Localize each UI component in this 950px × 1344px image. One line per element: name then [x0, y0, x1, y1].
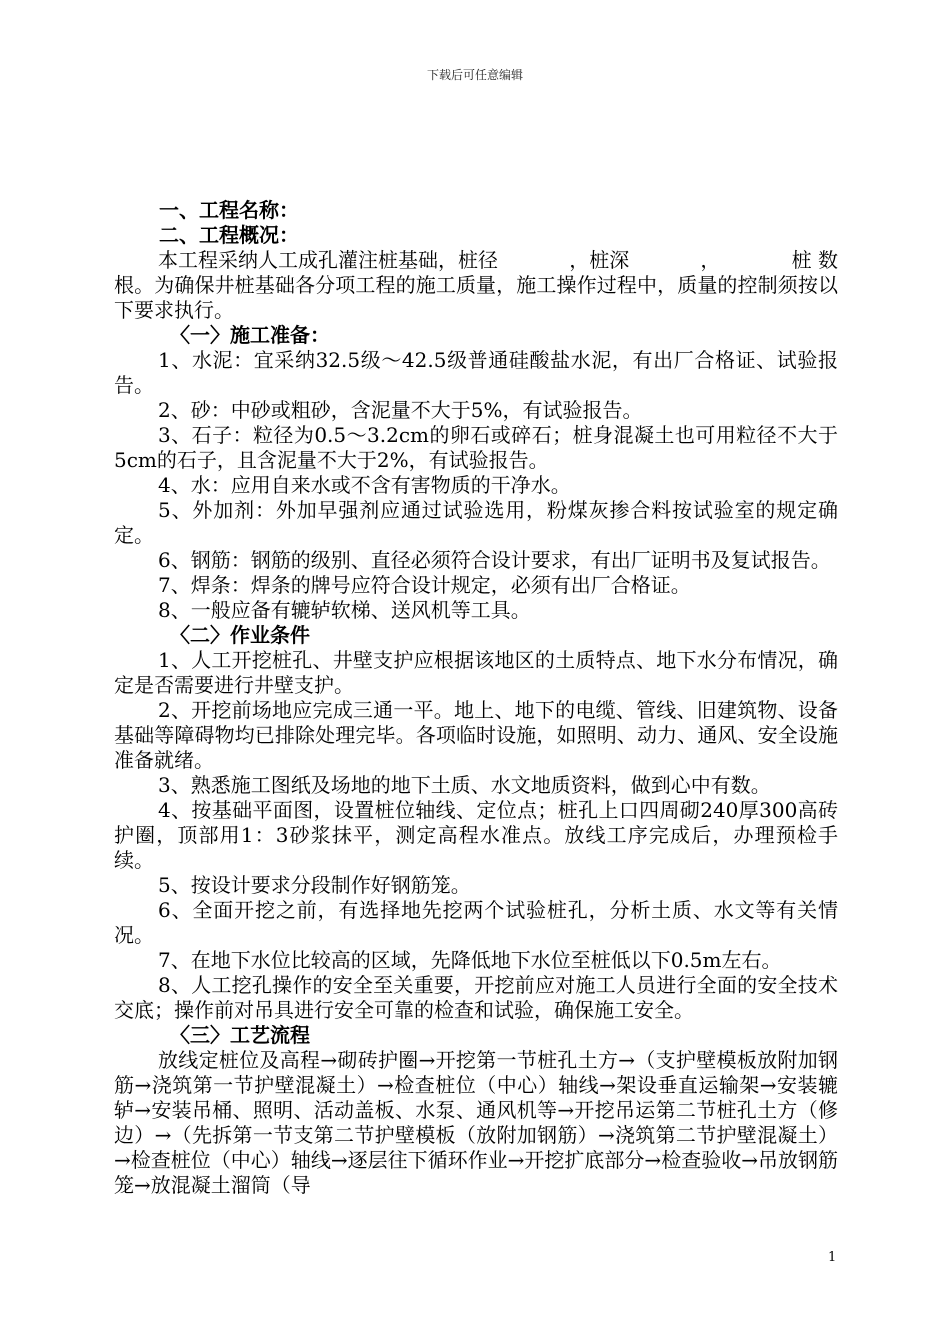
cond-item-7: 7、在地下水位比较高的区域，先降低地下水位至桩低以下0.5m左右。: [158, 948, 782, 972]
heading-project-overview: 二、工程概况：: [159, 223, 299, 247]
cond-item-1: 1、人工开挖桩孔、井壁支护应根据该地区的土质特点、地下水分布情况，确定是否需要进行井壁支护。: [114, 648, 838, 697]
cond-item-2: 2、开挖前场地应完成三通一平。地上、地下的电缆、管线、旧建筑物、设备基础等障碍物均已排除处理完毕。各项临时设施，如照明、动力、通风、安全设施准备就绪。: [114, 698, 838, 772]
cond-item-6: 6、全面开挖之前，有选择地先挖两个试验桩孔，分析土质、水文等有关情况。: [114, 898, 838, 947]
overview-seg-2: ，桩深: [569, 248, 630, 272]
prep-item-4: 4、水：应用自来水或不含有害物质的干净水。: [158, 473, 571, 497]
page-header: 下载后可任意编辑: [426, 68, 523, 82]
overview-continuation: 根。为确保井桩基础各分项工程的施工质量，施工操作过程中，质量的控制须按以下要求执行。: [114, 273, 838, 322]
cond-item-4: 4、按基础平面图，设置桩位轴线、定位点；桩孔上口四周砌240厚300高砖护圈，顶部用1：3砂浆抹平，测定高程水准点。放线工序完成后，办理预检手续。: [114, 798, 838, 872]
cond-item-5: 5、按设计要求分段制作好钢筋笼。: [158, 873, 471, 897]
prep-item-3: 3、石子：粒径为0.5～3.2cm的卵石或碎石；桩身混凝土也可用粒径不大于5cm的石子，且含泥量不大于2%，有试验报告。: [114, 423, 838, 472]
overview-line: [114, 248, 838, 273]
cond-item-8: 8、人工挖孔操作的安全至关重要，开挖前应对施工人员进行全面的安全技术交底；操作前对吊具进行安全可靠的检查和试验，确保施工安全。: [114, 973, 838, 1022]
page-number: 1: [828, 1250, 837, 1265]
prep-item-8: 8、一般应备有辘轳软梯、送风机等工具。: [158, 598, 531, 622]
overview-seg-3: ，: [700, 248, 721, 272]
heading-project-name: 一、工程名称：: [159, 198, 299, 222]
section-title-process-flow: 〈三〉工艺流程: [170, 1023, 310, 1047]
prep-item-6: 6、钢筋：钢筋的级别、直径必须符合设计要求，有出厂证明书及复试报告。: [158, 548, 831, 572]
overview-seg-1: 本工程采纳人工成孔灌注桩基础，桩径: [158, 248, 498, 272]
document-body: [114, 198, 838, 1198]
process-flow-text: 放线定桩位及高程→砌砖护圈→开挖第一节桩孔土方→（支护壁模板放附加钢筋→浇筑第一节护壁混凝土）→检查桩位（中心）轴线→架设垂直运输架→安装辘轳→安装吊桶、照明、活动盖板、水泵、通风机等→开挖吊运第二节桩孔土方（修边）→（先拆第一节支第二节护壁模板（放附加钢筋）→浇筑第二节护壁混凝土）→检查桩位（中心）轴线→逐层往下循环作业→开挖扩底部分→检查验收→吊放钢筋笼→放混凝土溜筒（导: [114, 1048, 838, 1197]
section-title-work-conditions: 〈二〉作业条件: [170, 623, 310, 647]
prep-item-2: 2、砂：中砂或粗砂，含泥量不大于5%，有试验报告。: [158, 398, 643, 422]
prep-item-7: 7、焊条：焊条的牌号应符合设计规定，必须有出厂合格证。: [158, 573, 691, 597]
cond-item-3: 3、熟悉施工图纸及场地的地下土质、水文地质资料，做到心中有数。: [158, 773, 771, 797]
prep-item-5: 5、外加剂：外加早强剂应通过试验选用，粉煤灰掺合料按试验室的规定确定。: [114, 498, 838, 547]
section-title-preparation: 〈一〉施工准备：: [170, 323, 330, 347]
overview-seg-4: 桩 数: [791, 248, 838, 272]
prep-item-1: 1、水泥：宜采纳32.5级～42.5级普通硅酸盐水泥，有出厂合格证、试验报告。: [114, 348, 838, 397]
